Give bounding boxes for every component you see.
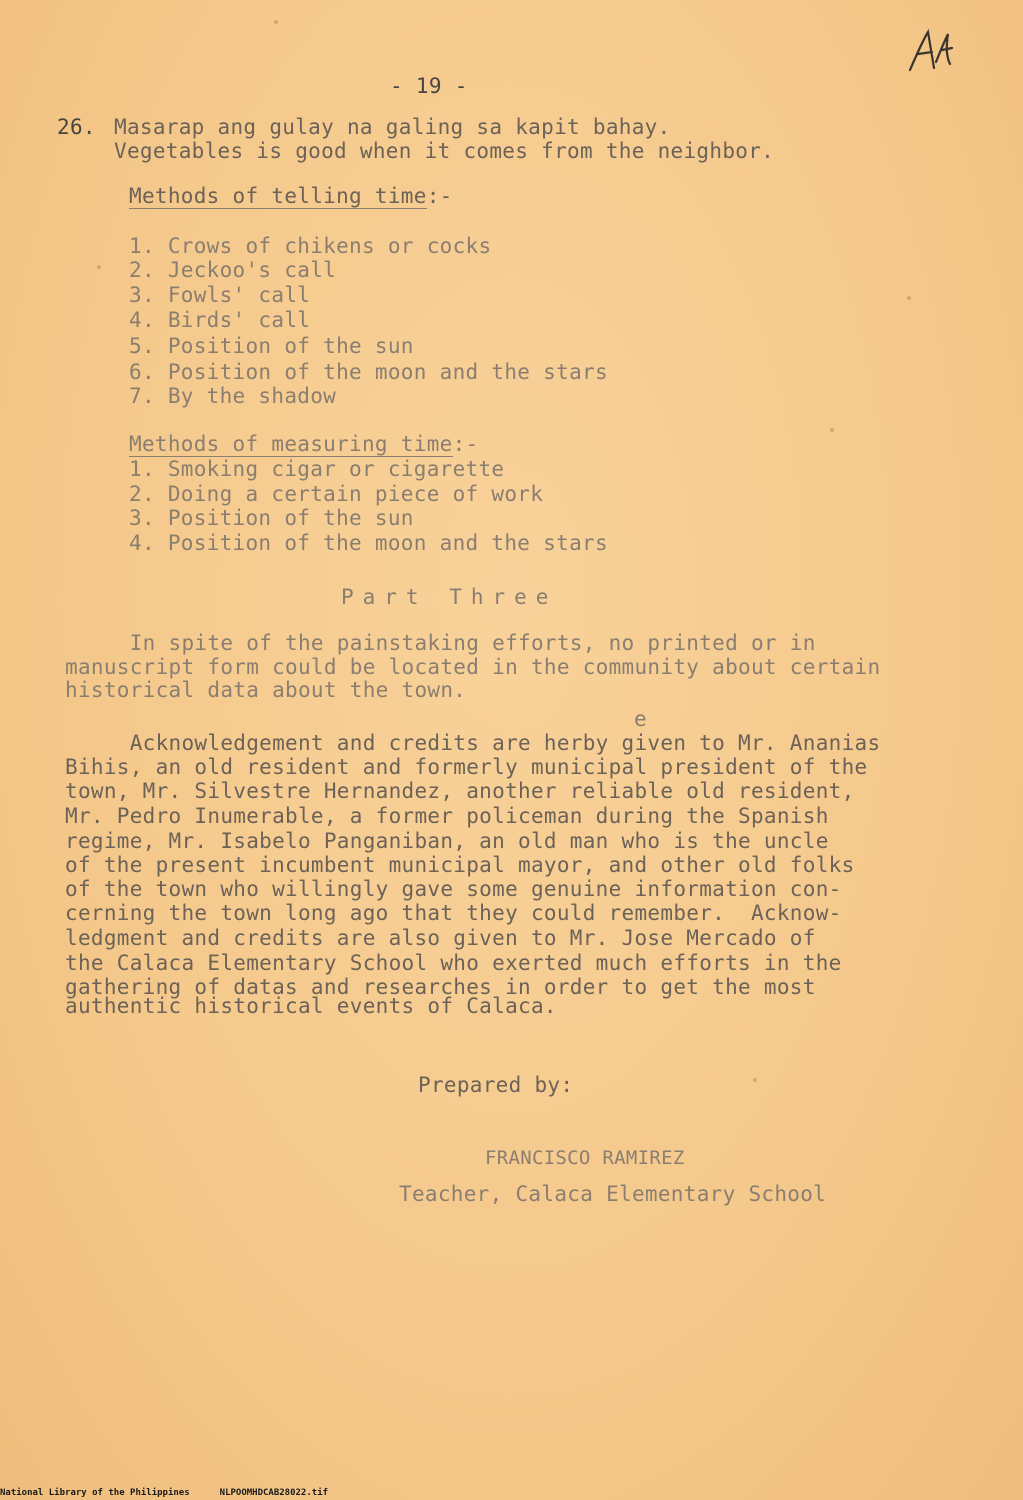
measuring-time-item: 2. Doing a certain piece of work — [129, 482, 544, 506]
measuring-time-heading-suffix: :- — [452, 432, 479, 456]
scan-footer — [0, 1488, 358, 1498]
measuring-time-heading — [129, 432, 478, 456]
paragraph2-line: cerning the town long ago that they could remember. Acknow- — [65, 901, 842, 925]
signatory-name: FRANCISCO RAMIREZ — [485, 1147, 685, 1169]
paper-spot — [907, 296, 911, 300]
paragraph2-line: Bihis, an old resident and formerly municipal president of the — [65, 755, 868, 779]
handwritten-correction: e — [634, 707, 647, 731]
telling-time-item: 3. Fowls' call — [129, 283, 311, 307]
proverb-tagalog: Masarap ang gulay na galing sa kapit bahay. — [114, 115, 671, 139]
telling-time-item: 7. By the shadow — [129, 384, 337, 408]
paragraph2-line: of the town who willingly gave some genuine information con- — [65, 877, 842, 901]
part-heading: Part Three — [341, 585, 558, 609]
telling-time-heading-text: Methods of telling time — [129, 184, 427, 208]
measuring-time-item: 1. Smoking cigar or cigarette — [129, 457, 505, 481]
telling-time-heading-suffix: :- — [426, 184, 453, 208]
measuring-time-heading-text: Methods of measuring time — [129, 432, 453, 456]
paper-spot — [97, 265, 101, 269]
telling-time-item: 6. Position of the moon and the stars — [129, 360, 608, 384]
footer-file: NLPOOMHDCAB28022.tif — [219, 1488, 329, 1498]
proverb-english: Vegetables is good when it comes from the neighbor. — [114, 139, 775, 163]
telling-time-item: 4. Birds' call — [129, 308, 311, 332]
paragraph2-line: regime, Mr. Isabelo Panganiban, an old man who is the uncle — [65, 829, 829, 853]
telling-time-item: 1. Crows of chikens or cocks — [129, 234, 492, 258]
telling-time-item: 5. Position of the sun — [129, 334, 414, 358]
paper-spot — [274, 20, 278, 24]
page-number: - 19 - — [390, 74, 468, 98]
paragraph2-line: town, Mr. Silvestre Hernandez, another reliable old resident, — [65, 779, 855, 803]
paragraph2-line: the Calaca Elementary School who exerted much efforts in the — [65, 951, 842, 975]
paragraph1-line: historical data about the town. — [65, 678, 467, 702]
paragraph2-line: Acknowledgement and credits are herby given to Mr. Ananias — [65, 731, 881, 755]
handwritten-page-mark — [900, 22, 960, 82]
measuring-time-item: 4. Position of the moon and the stars — [129, 531, 608, 555]
paragraph2-line: ledgment and credits are also given to Mr. Jose Mercado of — [65, 926, 816, 950]
paper-spot — [753, 1078, 757, 1082]
signatory-title: Teacher, Calaca Elementary School — [399, 1182, 827, 1206]
paragraph1-line: In spite of the painstaking efforts, no printed or in — [65, 631, 816, 655]
telling-time-heading — [129, 184, 453, 208]
paragraph2-line: of the present incumbent municipal mayor, and other old folks — [65, 853, 855, 877]
paragraph2-line: authentic historical events of Calaca. — [65, 994, 557, 1018]
paragraph2-line: Mr. Pedro Inumerable, a former policeman during the Spanish — [65, 804, 829, 828]
paragraph2-line: gathering of datas and researches in order to get the most — [65, 975, 816, 999]
proverb-number: 26. — [57, 115, 96, 139]
paragraph1-line: manuscript form could be located in the community about certain — [65, 655, 881, 679]
paper-spot — [830, 428, 834, 432]
telling-time-item: 2. Jeckoo's call — [129, 258, 337, 282]
footer-library: National Library of the Philippines — [0, 1488, 190, 1498]
prepared-by-label: Prepared by: — [418, 1073, 574, 1097]
measuring-time-item: 3. Position of the sun — [129, 506, 414, 530]
